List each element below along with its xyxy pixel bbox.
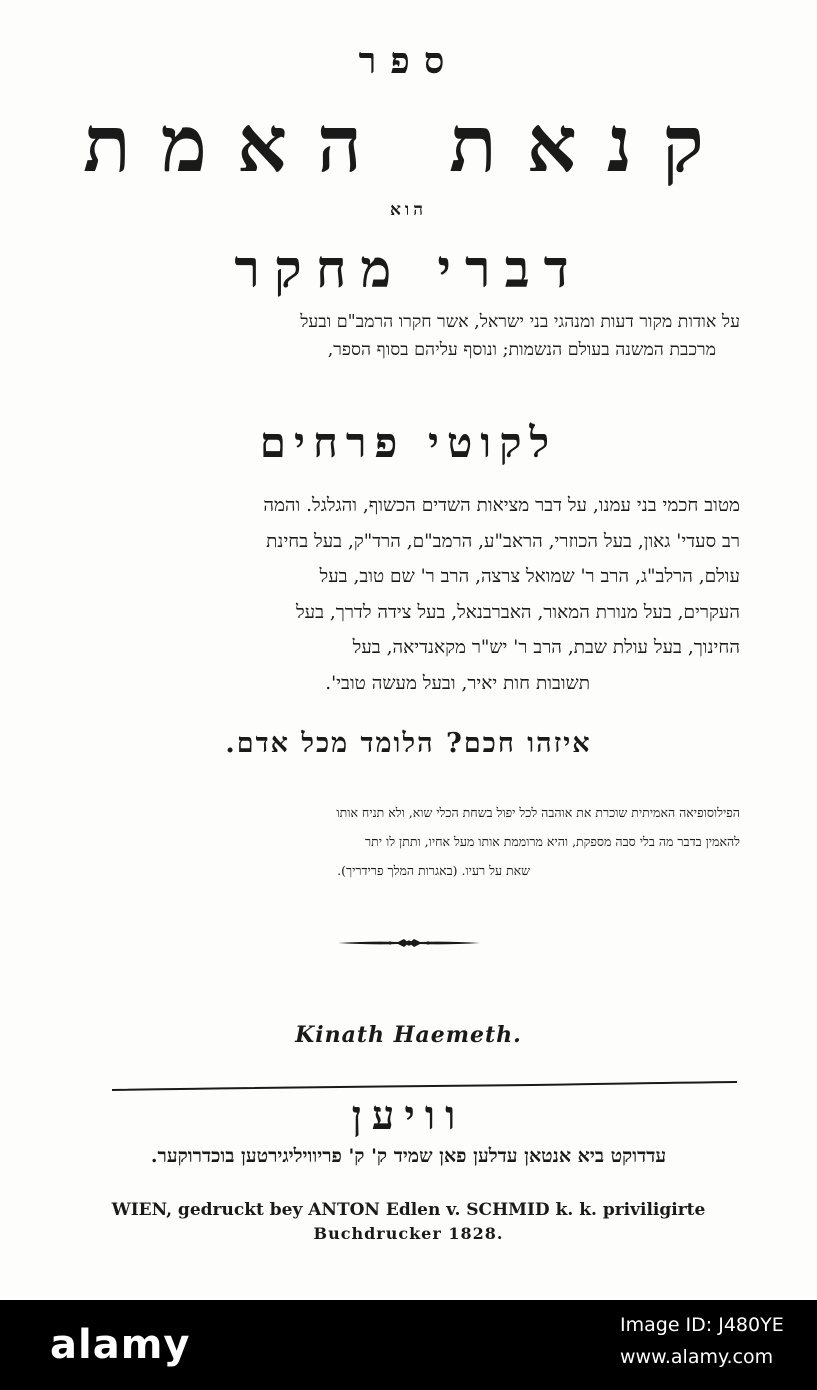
- subtitle: דברי מחקר: [234, 239, 583, 300]
- likutei-paragraph: [90, 488, 740, 701]
- city-hebrew: וויען: [351, 1092, 466, 1139]
- description-line: על אודות מקור דעות ומנהגי בני ישראל, אשר חקרו הרמב"ם ובעל: [300, 312, 740, 332]
- motto: איזהו חכם? הלומד מכל אדם.: [225, 728, 592, 759]
- imprint-german-line1: WIEN, gedruckt bey ANTON Edlen v. SCHMID k. k. priviligirte: [111, 1200, 706, 1220]
- likutei-heading: לקוטי פרחים: [259, 418, 558, 467]
- description-line: מרכבת המשנה בעולם הנשמות; ונוסף עליהם בסוף הספר,: [327, 340, 716, 360]
- quote-paragraph: [90, 798, 740, 885]
- likutei-line: מטוב חכמי בני עמנו, על דבר מציאות השדים הכשוף, והגלגל. והמה: [263, 495, 740, 516]
- latin-title: Kinath Haemeth.: [295, 1022, 522, 1048]
- description-paragraph: [100, 308, 740, 364]
- quote-line: הפילוסופיאה האמיתית שוכרת את אוהבה לכל יפול בשחת הכלי שוא, ולא תניח אותו: [336, 805, 740, 820]
- likutei-line: החינוך, בעל עולת שבת, הרב ר' יש"ר מקאנדיאה, בעל: [352, 637, 740, 658]
- horizontal-rule: [112, 1080, 737, 1092]
- alamy-logo: alamy: [50, 1322, 191, 1368]
- watermark-url: www.alamy.com: [620, 1346, 774, 1368]
- likutei-line: תשובות חות יאיר, ובעל מעשה טובי'.: [325, 672, 590, 694]
- hu-connector: הוא: [389, 200, 428, 220]
- book-title: קנאת האמת: [83, 99, 734, 190]
- likutei-line: העקרים, בעל מנורת המאור, האברבנאל, בעל צידה לדרך, בעל: [295, 601, 740, 623]
- likutei-line: רב סעדי' גאון, בעל הכוזרי, הראב"ע, הרמב"ם, הרד"ק, בעל בחינת: [266, 530, 740, 552]
- image-id-label: Image ID: J480YE: [620, 1314, 784, 1336]
- quote-line: להאמין בדבר מה בלי סבה מספקת, והיא מרוממת אותו מעל אחיו, ותתן לו יתר: [365, 834, 740, 849]
- imprint-german-line2: Buchdrucker 1828.: [313, 1224, 504, 1243]
- ornament-divider: [338, 935, 480, 951]
- imprint-hebrew: עדדוקט ביא אנטאן עדלען פאן שמיד ק' ק' פריוויליגירטען בוכדרוקער.: [150, 1145, 667, 1167]
- sefer-heading: ספר: [358, 40, 459, 82]
- stock-watermark-bar: [0, 1300, 817, 1390]
- quote-line: שאת על רעיו. (באגרות המלך פרידריך).: [337, 863, 530, 878]
- likutei-line: עולם, הרלב"ג, הרב ר' שמואל צרצה, הרב ר' שם טוב, בעל: [319, 566, 740, 587]
